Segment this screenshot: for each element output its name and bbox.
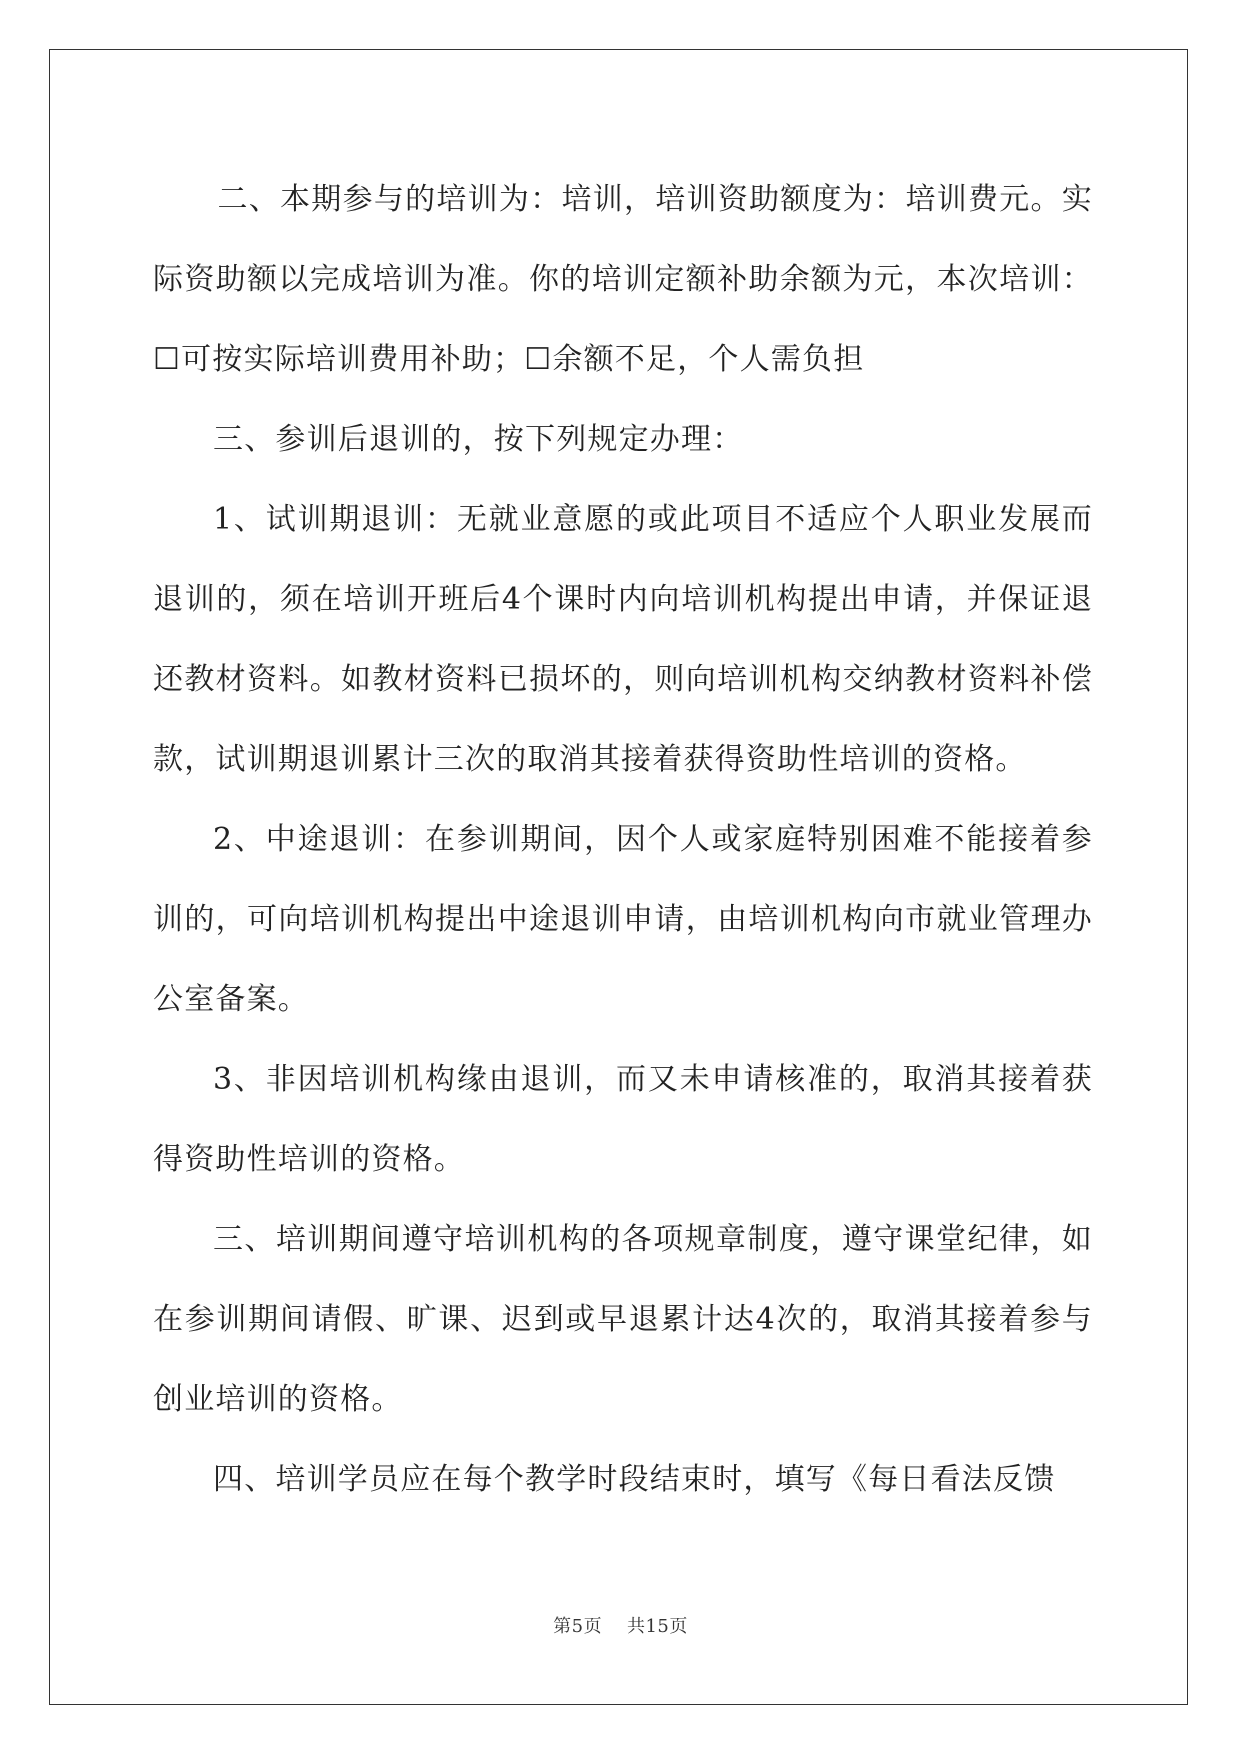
paragraph-withdrawal-rules: 三、参训后退训的，按下列规定办理： xyxy=(213,422,744,457)
paragraph-trial-withdrawal: 1、试训期退训：无就业意愿的或此项目不适应个人职业发展而退训的，须在培训开班后4个课时内向培训机构提出申请，并保证退还教材资料。如教材资料已损坏的，则向培训机构交纳教材资料补偿款，试训期退训累计三次的取消其接着获得资助性培训的资格。 xyxy=(153,502,1093,777)
paragraph-discipline: 三、培训期间遵守培训机构的各项规章制度，遵守课堂纪律，如在参训期间请假、旷课、迟到或早退累计达4次的，取消其接着参与创业培训的资格。 xyxy=(153,1222,1093,1417)
paragraph-midway-withdrawal: 2、中途退训：在参训期间，因个人或家庭特别困难不能接着参训的，可向培训机构提出中途退训申请，由培训机构向市就业管理办公室备案。 xyxy=(153,822,1093,1017)
page-total: 共15页 xyxy=(626,1616,688,1637)
paragraph-unapproved-withdrawal: 3、非因培训机构缘由退训，而又未申请核准的，取消其接着获得资助性培训的资格。 xyxy=(153,1062,1093,1177)
document-body xyxy=(153,160,1093,1520)
paragraph-feedback: 四、培训学员应在每个教学时段结束时，填写《每日看法反馈 xyxy=(213,1462,1056,1497)
page-number: 第5页 xyxy=(553,1616,603,1637)
page-footer xyxy=(0,1612,1241,1638)
paragraph-funding: 二、本期参与的培训为：培训，培训资助额度为：培训费元。实际资助额以完成培训为准。你的培训定额补助余额为元，本次培训：☐可按实际培训费用补助；☐余额不足，个人需负担 xyxy=(153,182,1093,377)
